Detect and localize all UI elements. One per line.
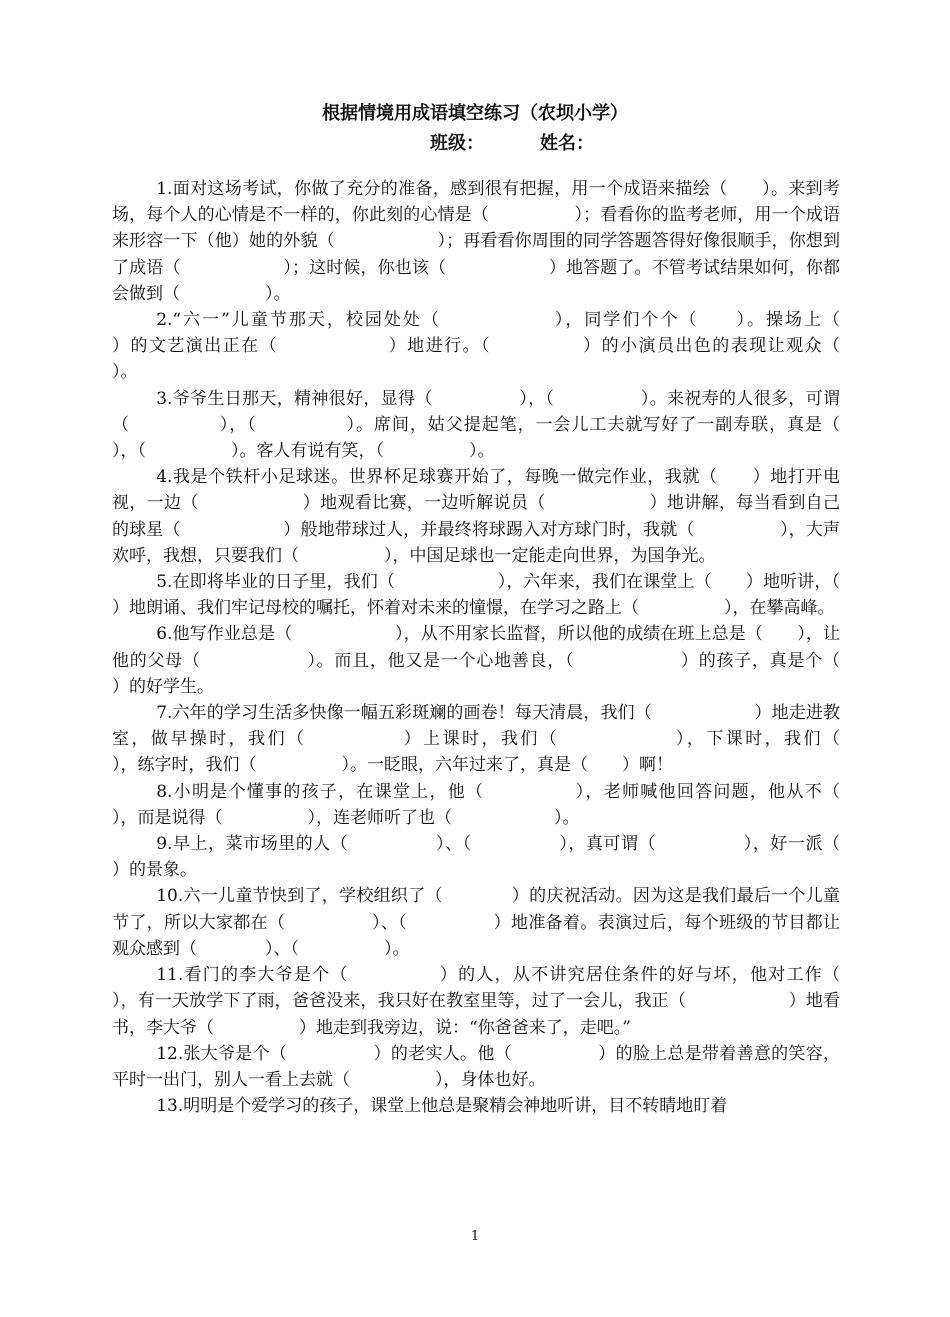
exercise-paragraph: 3.爷爷生日那天，精神很好，显得（ ），（ ）。来祝寿的人很多，可谓（ ），（ ）。席间，姑父提起笔，一会儿工夫就写好了一副寿联，真是（ ），（ ）。客人有说有笑，（ ）。 <box>112 388 925 462</box>
exercise-paragraph: 4.我是个铁杆小足球迷。世界杯足球赛开始了，每晚一做完作业，我就（ ）地打开电视，一边（ ）地观看比赛，一边听解说员（ ）地讲解，每当看到自己的球星（ ）般地带球过人，并最终将球踢入对方球门时，我就（ ），大声欢呼，我想，只要我们（ ），中国足球也一定能走向世界，为国争光。 <box>112 467 840 566</box>
document-title: 根据情境用成语填空练习（农坝小学） <box>322 103 628 124</box>
exercise-body <box>112 176 942 1119</box>
exercise-paragraph: 1.面对这场考试，你做了充分的准备，感到很有把握，用一个成语来描绘（ ）。来到考场，每个人的心情是不一样的，你此刻的心情是（ ）；看看你的监考老师，用一个成语来形容一下（他）她的外貌（ ）；再看看你周围的同学答题答得好像很顺手，你想到了成语（ ）；这时候，你也该（ ）地答题了。不管考试结果如何，你都会做到（ ）。 <box>112 179 840 304</box>
exercise-paragraph: 5.在即将毕业的日子里，我们（ ），六年来，我们在课堂上（ ）地听讲，（ ）地朗诵、我们牢记母校的嘱托，怀着对未来的憧憬，在学习之路上（ ），在攀高峰。 <box>112 572 942 619</box>
exercise-paragraph: 13.明明是个爱学习的孩子，课堂上他总是聚精会神地听讲，目不转睛地盯着 <box>156 1096 728 1117</box>
exercise-paragraph: 7.六年的学习生活多快像一幅五彩斑斓的画卷！每天清晨，我们（ ）地走进教室，做早操时，我们（ ）上课时，我们（ ），下课时，我们（ ），练字时，我们（ ）。一眨眼，六年过来了，真是（ ）啊！ <box>112 703 925 776</box>
name-label: 姓名： <box>540 133 594 154</box>
exercise-paragraph: 11.看门的李大爷是个（ ）的人，从不讲究居住条件的好与坏，他对工作（ ），有一天放学下了雨，爸爸没来，我只好在教室里等，过了一会儿，我正（ ）地看书，李大爷（ ）地走到我旁边，说：“你爸爸来了，走吧。” <box>112 965 925 1038</box>
exercise-paragraph: 9.早上，菜市场里的人（ ）、（ ），真可谓（ ），好一派（ ）的景象。 <box>112 834 908 881</box>
exercise-paragraph: 12.张大爷是个（ ）的老实人。他（ ）的脸上总是带着善意的笑容，平时一出门，别人一看上去就（ ），身体也好。 <box>112 1043 840 1090</box>
exercise-paragraph: 2.“六一”儿童节那天，校园处处（ ），同学们个个（ ）。操场上（ ）的文艺演出正在（ ）地进行。（ ）的小演员出色的表现让观众（ ）。 <box>112 310 925 383</box>
page-number: 1 <box>470 1229 480 1244</box>
exercise-paragraph: 6.他写作业总是（ ），从不用家长监督，所以他的成绩在班上总是（ ），让他的父母（ ）。而且，他又是一个心地善良，（ ）的孩子，真是个（ ）的好学生。 <box>112 624 942 697</box>
class-label: 班级： <box>430 133 484 154</box>
exercise-paragraph: 10.六一儿童节快到了，学校组织了（ ）的庆祝活动。因为这是我们最后一个儿童节了，所以大家都在（ ）、（ ）地准备着。表演过后，每个班级的节目都让观众感到（ ）、（ ）。 <box>112 886 840 959</box>
exercise-paragraph: 8.小明是个懂事的孩子，在课堂上，他（ ），老师喊他回答问题，他从不（ ），而是说得（ ），连老师听了也（ ）。 <box>112 781 925 828</box>
student-info-line <box>430 130 594 158</box>
